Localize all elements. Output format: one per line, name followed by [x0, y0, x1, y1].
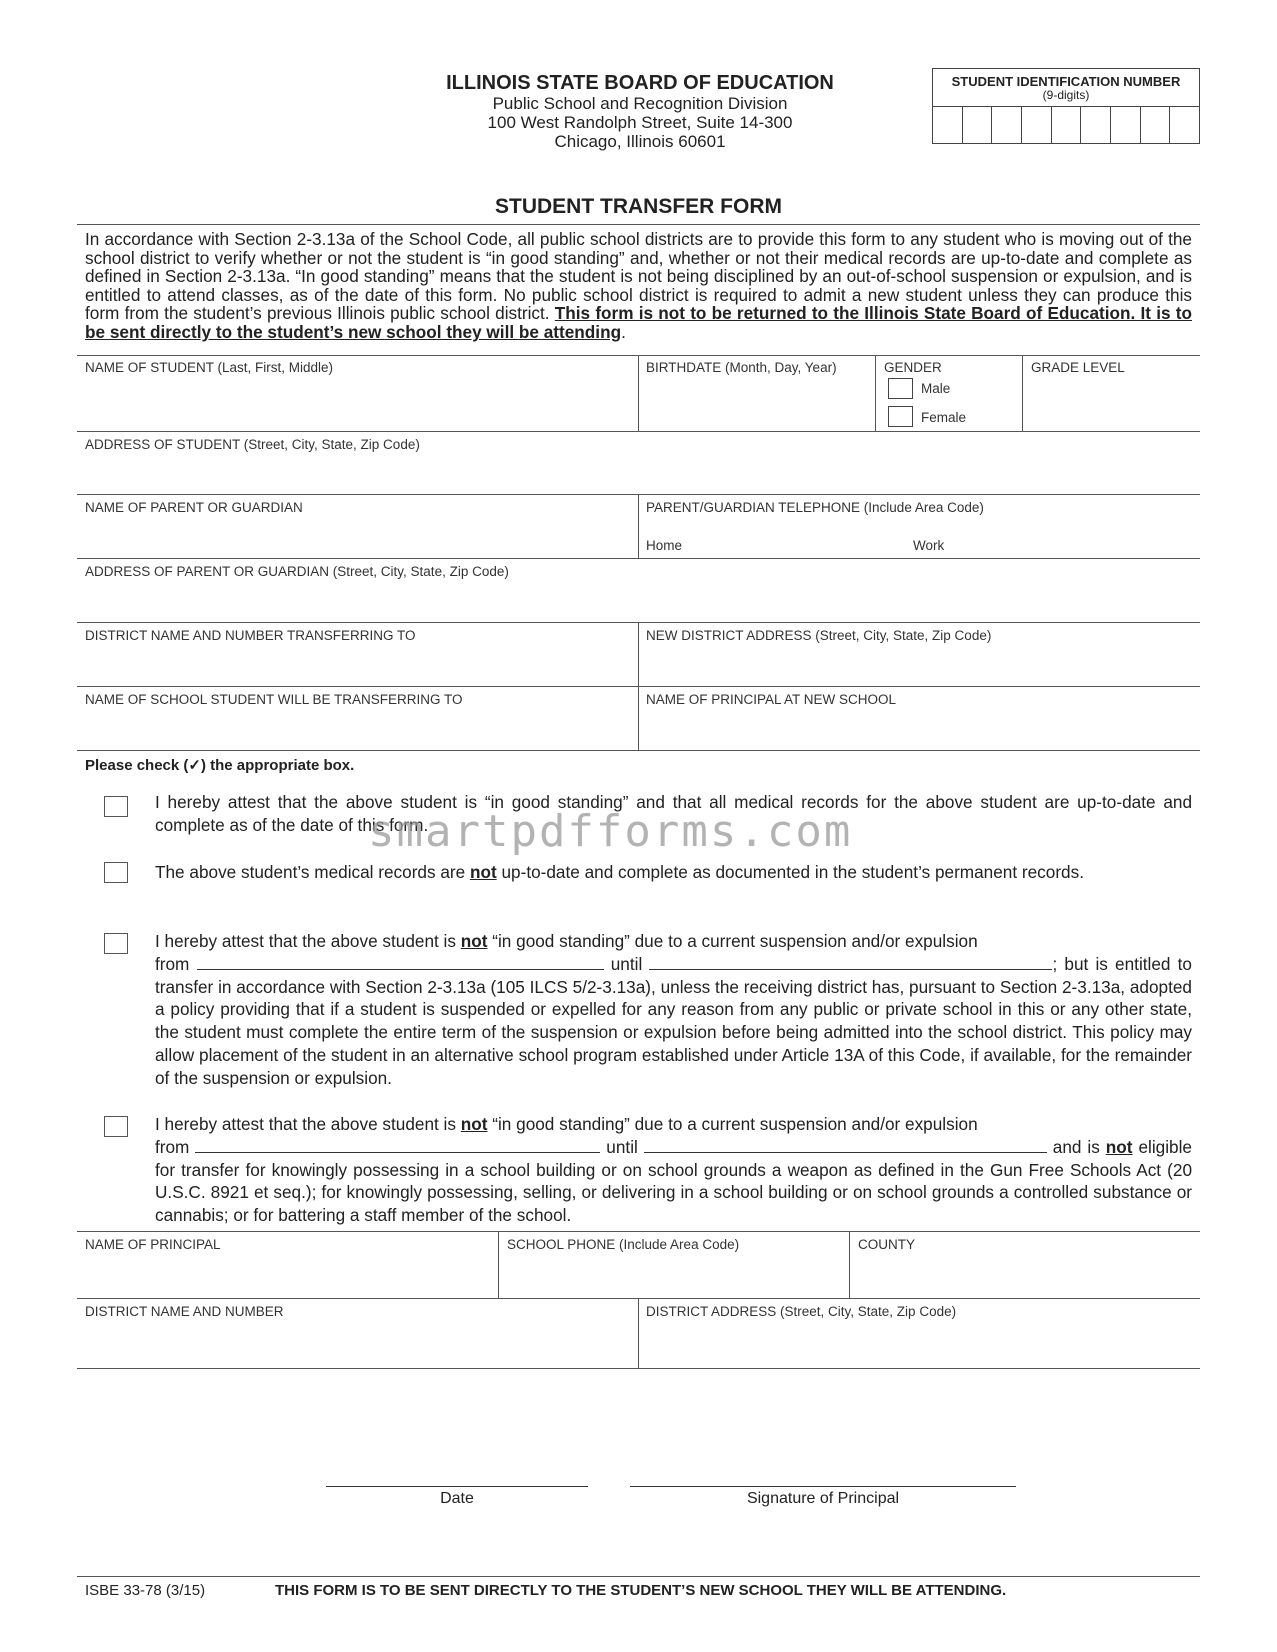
divider — [875, 355, 876, 431]
student-id-digit[interactable] — [1081, 107, 1111, 143]
divider — [638, 622, 639, 750]
signature-label: Signature of Principal — [746, 1490, 900, 1507]
agency-city: Chicago, Illinois 60601 — [554, 132, 726, 151]
student-id-label: STUDENT IDENTIFICATION NUMBER — [951, 74, 1181, 89]
student-id-cells — [933, 106, 1199, 143]
expulsion-until-field[interactable] — [644, 1136, 1047, 1153]
grade-level-field[interactable]: GRADE LEVEL — [1031, 360, 1125, 375]
divider — [77, 1368, 1200, 1369]
suspension-from-field[interactable] — [197, 953, 604, 970]
intro-text: In accordance with Section 2-3.13a of the School Code, all public school districts are to provide this form to any student who is moving out of the school district to verify whether or not the student is “in good standing” and, whether or not their medical records are up-to-date and complete as defined in Section 2-3.13a. “In good standing” means that the student is not being disciplined by an out-of-school suspension or expulsion, and is entitled to attend classes, as of the date of this form. No public school district is required to admit a new student unless they can produce this form from the student’s previous Illinois public school district. — [85, 229, 1192, 324]
medical-not-current-checkbox[interactable] — [104, 862, 128, 883]
divider — [77, 1576, 1200, 1577]
date-label: Date — [440, 1490, 474, 1507]
signature-line[interactable] — [630, 1486, 1016, 1487]
until-label: until — [600, 1136, 644, 1157]
divider — [849, 1231, 850, 1298]
suspension-until-field[interactable] — [649, 953, 1052, 970]
intro-paragraph — [85, 230, 1192, 342]
division-name: Public School and Recognition Division — [492, 94, 788, 113]
student-name-field[interactable]: NAME OF STUDENT (Last, First, Middle) — [85, 360, 334, 375]
work-phone-field[interactable]: Work — [913, 538, 945, 553]
student-id-digit[interactable] — [1141, 107, 1171, 143]
female-label: Female — [921, 410, 967, 425]
until-label: until — [603, 953, 650, 974]
divider — [77, 750, 1200, 751]
expulsion-from-field[interactable] — [195, 1136, 600, 1153]
gender-label: GENDER — [884, 360, 942, 375]
parent-name-field[interactable]: NAME OF PARENT OR GUARDIAN — [85, 500, 303, 515]
student-id-box — [932, 68, 1200, 144]
not-good-standing-entitled-checkbox[interactable] — [104, 933, 128, 954]
option-not: not — [460, 931, 488, 951]
student-id-digit[interactable] — [1170, 107, 1199, 143]
principal-name-field[interactable]: NAME OF PRINCIPAL — [85, 1237, 221, 1252]
not-good-standing-ineligible-checkbox[interactable] — [104, 1116, 128, 1137]
option-suspension-ineligible — [155, 1113, 1192, 1227]
option-text: and is — [1046, 1136, 1106, 1157]
agency-street: 100 West Randolph Street, Suite 14-300 — [487, 113, 793, 132]
student-id-digit[interactable] — [963, 107, 993, 143]
intro-end: . — [621, 321, 626, 342]
new-principal-field[interactable]: NAME OF PRINCIPAL AT NEW SCHOOL — [646, 692, 897, 707]
divider — [498, 1231, 499, 1298]
student-id-digit[interactable] — [992, 107, 1022, 143]
divider — [638, 494, 639, 558]
district-field[interactable]: DISTRICT NAME AND NUMBER — [85, 1304, 284, 1319]
district-to-field[interactable]: DISTRICT NAME AND NUMBER TRANSFERRING TO — [85, 628, 416, 643]
intro-emphasis: This form is not to be returned to the Illinois State Board of Education. It is to be sent directly to the student’s new school they will be attending — [85, 303, 1192, 342]
divider — [638, 1298, 639, 1368]
option-not: not — [469, 862, 497, 882]
watermark: smartpdfforms.com — [368, 806, 853, 857]
date-line[interactable] — [326, 1486, 588, 1487]
good-standing-checkbox[interactable] — [104, 796, 128, 817]
parent-phone-label: PARENT/GUARDIAN TELEPHONE (Include Area Code) — [646, 500, 984, 515]
student-id-digit[interactable] — [1111, 107, 1141, 143]
district-address-field[interactable]: DISTRICT ADDRESS (Street, City, State, Zip Code) — [646, 1304, 957, 1319]
agency-name: ILLINOIS STATE BOARD OF EDUCATION — [446, 72, 834, 94]
student-id-digit[interactable] — [933, 107, 963, 143]
from-label: from — [155, 1136, 190, 1157]
divider — [77, 224, 1200, 225]
divider — [77, 558, 1200, 559]
option-medical-records — [155, 861, 1192, 884]
divider — [638, 355, 639, 431]
option-not: not — [1105, 1136, 1133, 1157]
student-address-field[interactable]: ADDRESS OF STUDENT (Street, City, State, Zip Code) — [85, 437, 420, 452]
footer-note: THIS FORM IS TO BE SENT DIRECTLY TO THE STUDENT’S NEW SCHOOL THEY WILL BE ATTENDING. — [275, 1582, 1007, 1599]
county-field[interactable]: COUNTY — [858, 1237, 915, 1252]
divider — [77, 1231, 1200, 1232]
male-checkbox[interactable] — [888, 378, 913, 399]
option-not: not — [460, 1114, 488, 1134]
option-text: I hereby attest that the above student is — [155, 931, 461, 951]
option-text: “in good standing” due to a current suspension and/or expulsion — [487, 1114, 978, 1134]
from-label: from — [155, 953, 190, 974]
female-checkbox[interactable] — [888, 406, 913, 427]
parent-address-field[interactable]: ADDRESS OF PARENT OR GUARDIAN (Street, City, State, Zip Code) — [85, 564, 509, 579]
form-header — [400, 72, 880, 151]
new-district-address-field[interactable]: NEW DISTRICT ADDRESS (Street, City, State, Zip Code) — [646, 628, 992, 643]
student-id-digit[interactable] — [1052, 107, 1082, 143]
school-phone-field[interactable]: SCHOOL PHONE (Include Area Code) — [507, 1237, 740, 1252]
option-suspension-entitled — [155, 930, 1192, 1090]
home-phone-field[interactable]: Home — [646, 538, 683, 553]
divider — [77, 431, 1200, 432]
student-id-digit[interactable] — [1022, 107, 1052, 143]
check-instruction: Please check (✓) the appropriate box. — [85, 757, 355, 774]
option-good-standing: I hereby attest that the above student is “in good standing” and that all medical records for the above student are up-to-date and complete as of the date of this form. — [155, 792, 1192, 835]
option-text: up-to-date and complete as documented in the student’s permanent records. — [496, 862, 1084, 882]
form-code: ISBE 33-78 (3/15) — [85, 1582, 206, 1599]
birthdate-field[interactable]: BIRTHDATE (Month, Day, Year) — [646, 360, 837, 375]
divider — [1022, 355, 1023, 431]
option-text: I hereby attest that the above student is — [155, 1114, 461, 1134]
option-text: eligible for transfer for knowingly possessing in a school building or on school grounds a weapon as defined in the Gun Free Schools Act (20 U.S.C. 8921 et seq.); for knowingly possessing, selling, or delivering in a school building or on school grounds a controlled substance or cannabis; or for battering a staff member of the school. — [155, 1136, 1192, 1226]
option-text: “in good standing” due to a current suspension and/or expulsion — [487, 931, 978, 951]
male-label: Male — [921, 381, 951, 396]
option-text: ; but is entitled to transfer in accordance with Section 2-3.13a (105 ILCS 5/2-3.13a), unless the receiving district has, pursuant to Section 2-3.13a, adopted a policy providing that if a student is suspended or expelled for any reason from any public or private school in this or any other state, the student must complete the entire term of the suspension or expulsion before being admitted into the school district. This policy may allow placement of the student in an alternative school program established under Article 13A of this Code, if available, for the remainder of the suspension or expulsion. — [155, 953, 1192, 1088]
option-text: The above student’s medical records are — [155, 862, 470, 882]
form-title: STUDENT TRANSFER FORM — [495, 195, 782, 218]
student-id-sublabel: (9-digits) — [1042, 88, 1090, 102]
school-to-field[interactable]: NAME OF SCHOOL STUDENT WILL BE TRANSFERRING TO — [85, 692, 463, 707]
